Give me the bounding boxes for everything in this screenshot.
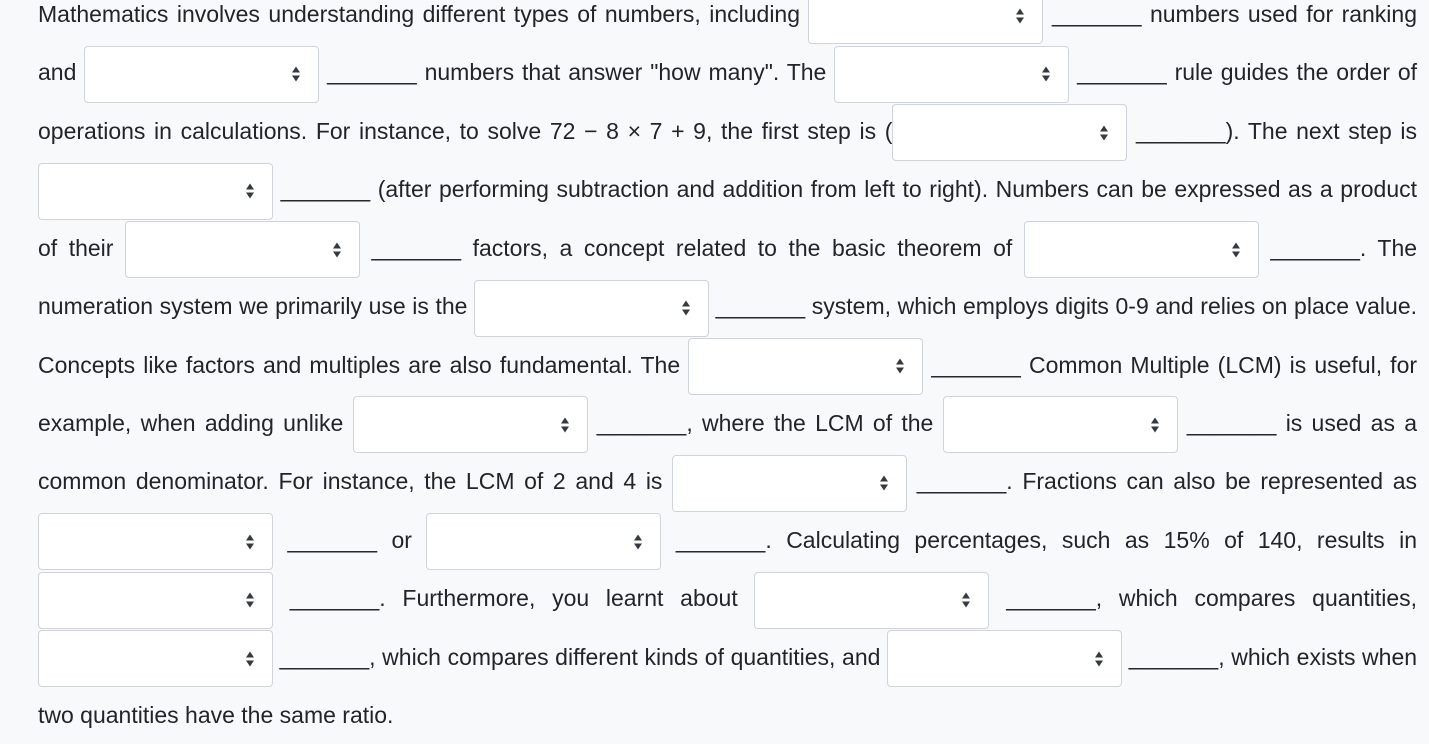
blank-line: _______ (1077, 59, 1167, 86)
passage-text: , which exists when two quantities have the same ratio. (38, 643, 1418, 729)
passage-text: , which compares quantities, (1095, 585, 1418, 612)
blank-line: _______ (1270, 234, 1360, 261)
blank-line: _______ (279, 643, 370, 670)
answer-dropdown[interactable] (943, 396, 1178, 453)
select-arrows-icon (292, 67, 300, 82)
answer-dropdown[interactable] (474, 280, 709, 337)
select-arrows-icon (246, 184, 254, 199)
passage-text: system, which employs digits 0-9 and relies on place value. Concepts like factors and multiples are also fundamental. The (38, 293, 1417, 378)
select-arrows-icon (962, 593, 970, 608)
select-arrows-icon (1095, 651, 1103, 666)
select-arrows-icon (682, 301, 690, 316)
answer-dropdown[interactable] (353, 396, 588, 453)
answer-dropdown[interactable] (1024, 221, 1259, 278)
select-arrows-icon (1151, 417, 1159, 432)
passage-text: (after performing subtraction and addition from left to right). Numbers can be expressed as a product of their (38, 176, 1418, 261)
blank-line: _______ (1051, 1, 1142, 27)
select-arrows-icon (1042, 67, 1050, 82)
select-arrows-icon (880, 476, 888, 491)
select-arrows-icon (333, 242, 341, 257)
passage-text: numbers used for ranking and (38, 1, 1417, 86)
select-arrows-icon (246, 534, 254, 549)
blank-line: _______ (916, 468, 1007, 495)
blank-line: _______ (287, 526, 377, 553)
blank-line: _______ (1186, 409, 1277, 436)
select-arrows-icon (634, 534, 642, 549)
answer-dropdown[interactable] (887, 630, 1122, 687)
answer-dropdown[interactable] (38, 572, 273, 629)
select-arrows-icon (1100, 125, 1108, 140)
blank-line: _______ (675, 526, 766, 553)
answer-dropdown[interactable] (672, 455, 907, 512)
blank-line: _______ (280, 176, 371, 203)
answer-dropdown[interactable] (808, 0, 1043, 44)
answer-dropdown[interactable] (426, 513, 661, 570)
blank-line: _______ (371, 234, 462, 261)
passage-text: , where the LCM of the (686, 409, 934, 436)
passage-text: rule guides the order of operations in calculations. For instance, to solve 72 − 8 × 7 + 9, the first step is ( (38, 59, 1418, 144)
blank-line: _______ (1128, 643, 1219, 670)
blank-line: _______ (715, 293, 806, 320)
passage-text: ). The next step is (1225, 117, 1417, 144)
blank-line: _______ (327, 59, 417, 86)
select-arrows-icon (896, 359, 904, 374)
blank-line: _______ (1136, 117, 1226, 144)
answer-dropdown[interactable] (38, 513, 273, 570)
select-arrows-icon (246, 593, 254, 608)
select-arrows-icon (246, 651, 254, 666)
passage-text: . Fractions can also be represented as (1006, 468, 1418, 495)
blank-line: _______ (931, 351, 1021, 378)
answer-dropdown[interactable] (688, 338, 923, 395)
answer-dropdown[interactable] (38, 630, 273, 687)
passage-text: numbers that answer "how many". The (424, 59, 827, 86)
blank-line: _______ (289, 585, 380, 612)
passage-text: . Furthermore, you learnt about (379, 585, 738, 612)
passage-text: . Calculating percentages, such as 15% of 140, results in (765, 526, 1418, 553)
passage-text: Mathematics involves understanding different types of numbers, including (38, 1, 801, 27)
passage-text: factors, a concept related to the basic theorem of (472, 234, 1013, 261)
passage-text: . The numeration system we primarily use is the (38, 234, 1418, 320)
passage-text: , which compares different kinds of quantities, and (369, 643, 881, 670)
select-arrows-icon (561, 417, 569, 432)
fill-in-the-blank-passage (38, 0, 1417, 744)
answer-dropdown[interactable] (892, 104, 1127, 161)
answer-dropdown[interactable] (84, 46, 319, 103)
passage-text: is used as a common denominator. For instance, the LCM of 2 and 4 is (38, 409, 1418, 495)
answer-dropdown[interactable] (125, 221, 360, 278)
blank-line: _______ (1006, 585, 1096, 612)
blank-line: _______ (596, 409, 687, 436)
passage-text: Common Multiple (LCM) is useful, for example, when adding unlike (38, 351, 1418, 436)
select-arrows-icon (1016, 8, 1024, 23)
select-arrows-icon (1232, 242, 1240, 257)
answer-dropdown[interactable] (754, 572, 989, 629)
answer-dropdown[interactable] (38, 163, 273, 220)
passage-text: or (391, 526, 412, 553)
answer-dropdown[interactable] (834, 46, 1069, 103)
